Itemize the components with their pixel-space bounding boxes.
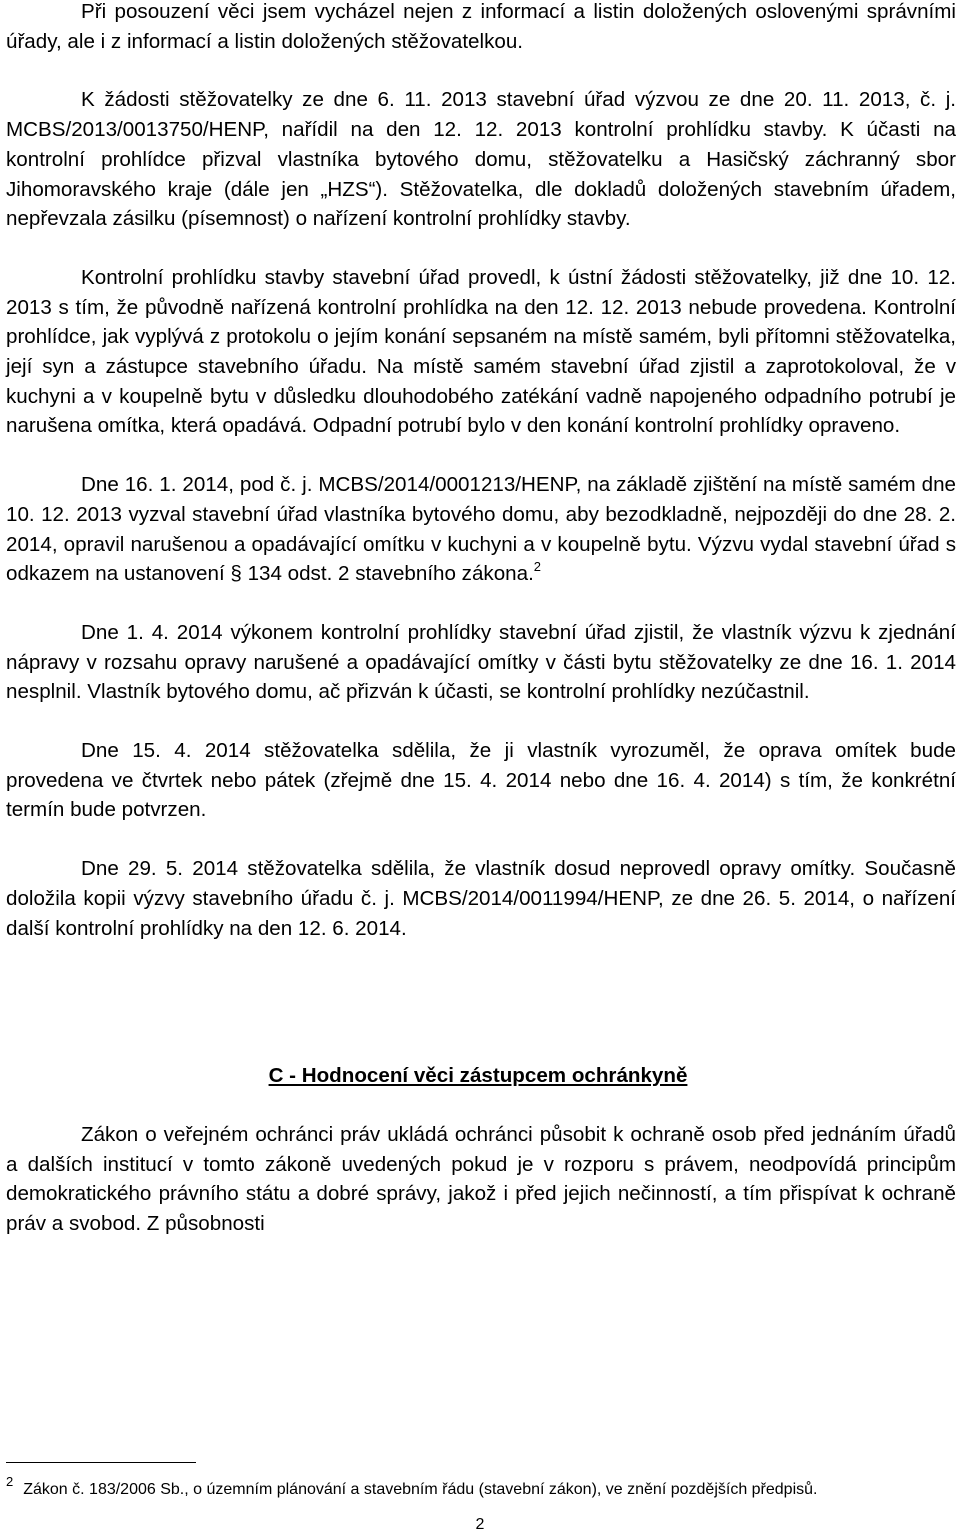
footnote-separator [6, 1462, 196, 1463]
section-heading: C - Hodnocení věci zástupcem ochránkyně [268, 1064, 688, 1088]
footnote-mark: 2 [6, 1474, 14, 1489]
paragraph-inspection-performed: Kontrolní prohlídku stavby stavební úřad provedl, k ústní žádosti stěžovatelky, již dne 10. 12. 2013 s tím, že původně nařízená kontrolní prohlídka na den 12. 12. 2013 nebude provedena. Kontrolní prohlídce, jak vyplývá z protokolu o jejím konání sepsaném na místě samém, byli přítomni stěžovatelka, její syn a zástupce stavebního úřadu. Na místě samém stavební úřad zjistil a zaprotokoloval, že v kuchyni a v koupelně bytu v důsledku dlouhodobého zatékání vadně napojeného odpadního potrubí je narušena omítka, která opadává. Odpadní potrubí bylo v den konání kontrolní prohlídky opraveno. [6, 265, 956, 438]
paragraph-repair-scheduled: Dne 15. 4. 2014 stěžovatelka sdělila, že ji vlastník vyrozuměl, že oprava omítek bude provedena ve čtvrtek nebo pátek (zřejmě dne 15. 4. 2014 nebo dne 16. 4. 2014) s tím, že konkrétní termín bude potvrzen. [6, 739, 956, 822]
footnote [6, 1474, 956, 1502]
paragraph-call-not-fulfilled: Dne 1. 4. 2014 výkonem kontrolní prohlídky stavební úřad zjistil, že vlastník výzvu k zjednání nápravy v rozsahu opravy narušené a opadávající omítky v části bytu stěžovatelky ze dne 16. 1. 2014 nesplnil. Vlastník bytového domu, ač přizván k účasti, se kontrolní prohlídky nezúčastnil. [6, 620, 956, 704]
footnote-text: Zákon č. 183/2006 Sb., o územním plánování a stavebním řádu (stavební zákon), ve znění pozdějších předpisů. [23, 1481, 818, 1498]
paragraph-inspection-ordered: K žádosti stěžovatelky ze dne 6. 11. 2013 stavební úřad výzvou ze dne 20. 11. 2013, č. j. MCBS/2013/0013750/HENP, nařídil na den 12. 12. 2013 kontrolní prohlídku stavby. K účasti na kontrolní prohlídce přizval vlastníka bytového domu, stěžovatelku a Hasičský záchranný sbor Jihomoravského kraje (dále jen „HZS“). Stěžovatelka, dle dokladů doložených stavebním úřadem, nepřevzala zásilku (písemnost) o nařízení kontrolní prohlídky stavby. [6, 88, 956, 231]
paragraph-sources: Při posouzení věci jsem vycházel nejen z informací a listin doložených oslovenými správními úřady, ale i z informací a listin doložených stěžovatelkou. [6, 0, 956, 53]
paragraph-repair-call-text: Dne 16. 1. 2014, pod č. j. MCBS/2014/0001213/HENP, na základě zjištění na místě samém dne 10. 12. 2013 vyzval stavební úřad vlastníka bytového domu, aby bezodkladně, nejpozději do dne 28. 2. 2014, opravil narušenou a opadávající omítku v kuchyni a v koupelně bytu. Výzvu vydal stavební úřad s odkazem na ustanovení § 134 odst. 2 stavebního zákona. [6, 473, 956, 586]
page-number: 2 [475, 1516, 485, 1533]
paragraph-further-inspection: Dne 29. 5. 2014 stěžovatelka sdělila, že vlastník dosud neprovedl opravy omítky. Současně doložila kopii výzvy stavebního úřadu č. j. MCBS/2014/0011994/HENP, ze dne 26. 5. 2014, o nařízení další kontrolní prohlídky na den 12. 6. 2014. [6, 857, 956, 940]
footnote-reference: 2 [533, 559, 542, 575]
document-page [6, 0, 956, 1239]
paragraph-repair-call [6, 470, 956, 589]
paragraph-ombudsman-duty: Zákon o veřejném ochránci práv ukládá ochránci působit k ochraně osob před jednáním úřadů a dalších institucí v tomto zákoně uvedených pokud je v rozporu s právem, neodpovídá principům demokratického právního státu a dobré správy, jakož i před jejich nečinností, a tím přispívat k ochraně práv a svobod. Z působnosti [6, 1122, 956, 1236]
